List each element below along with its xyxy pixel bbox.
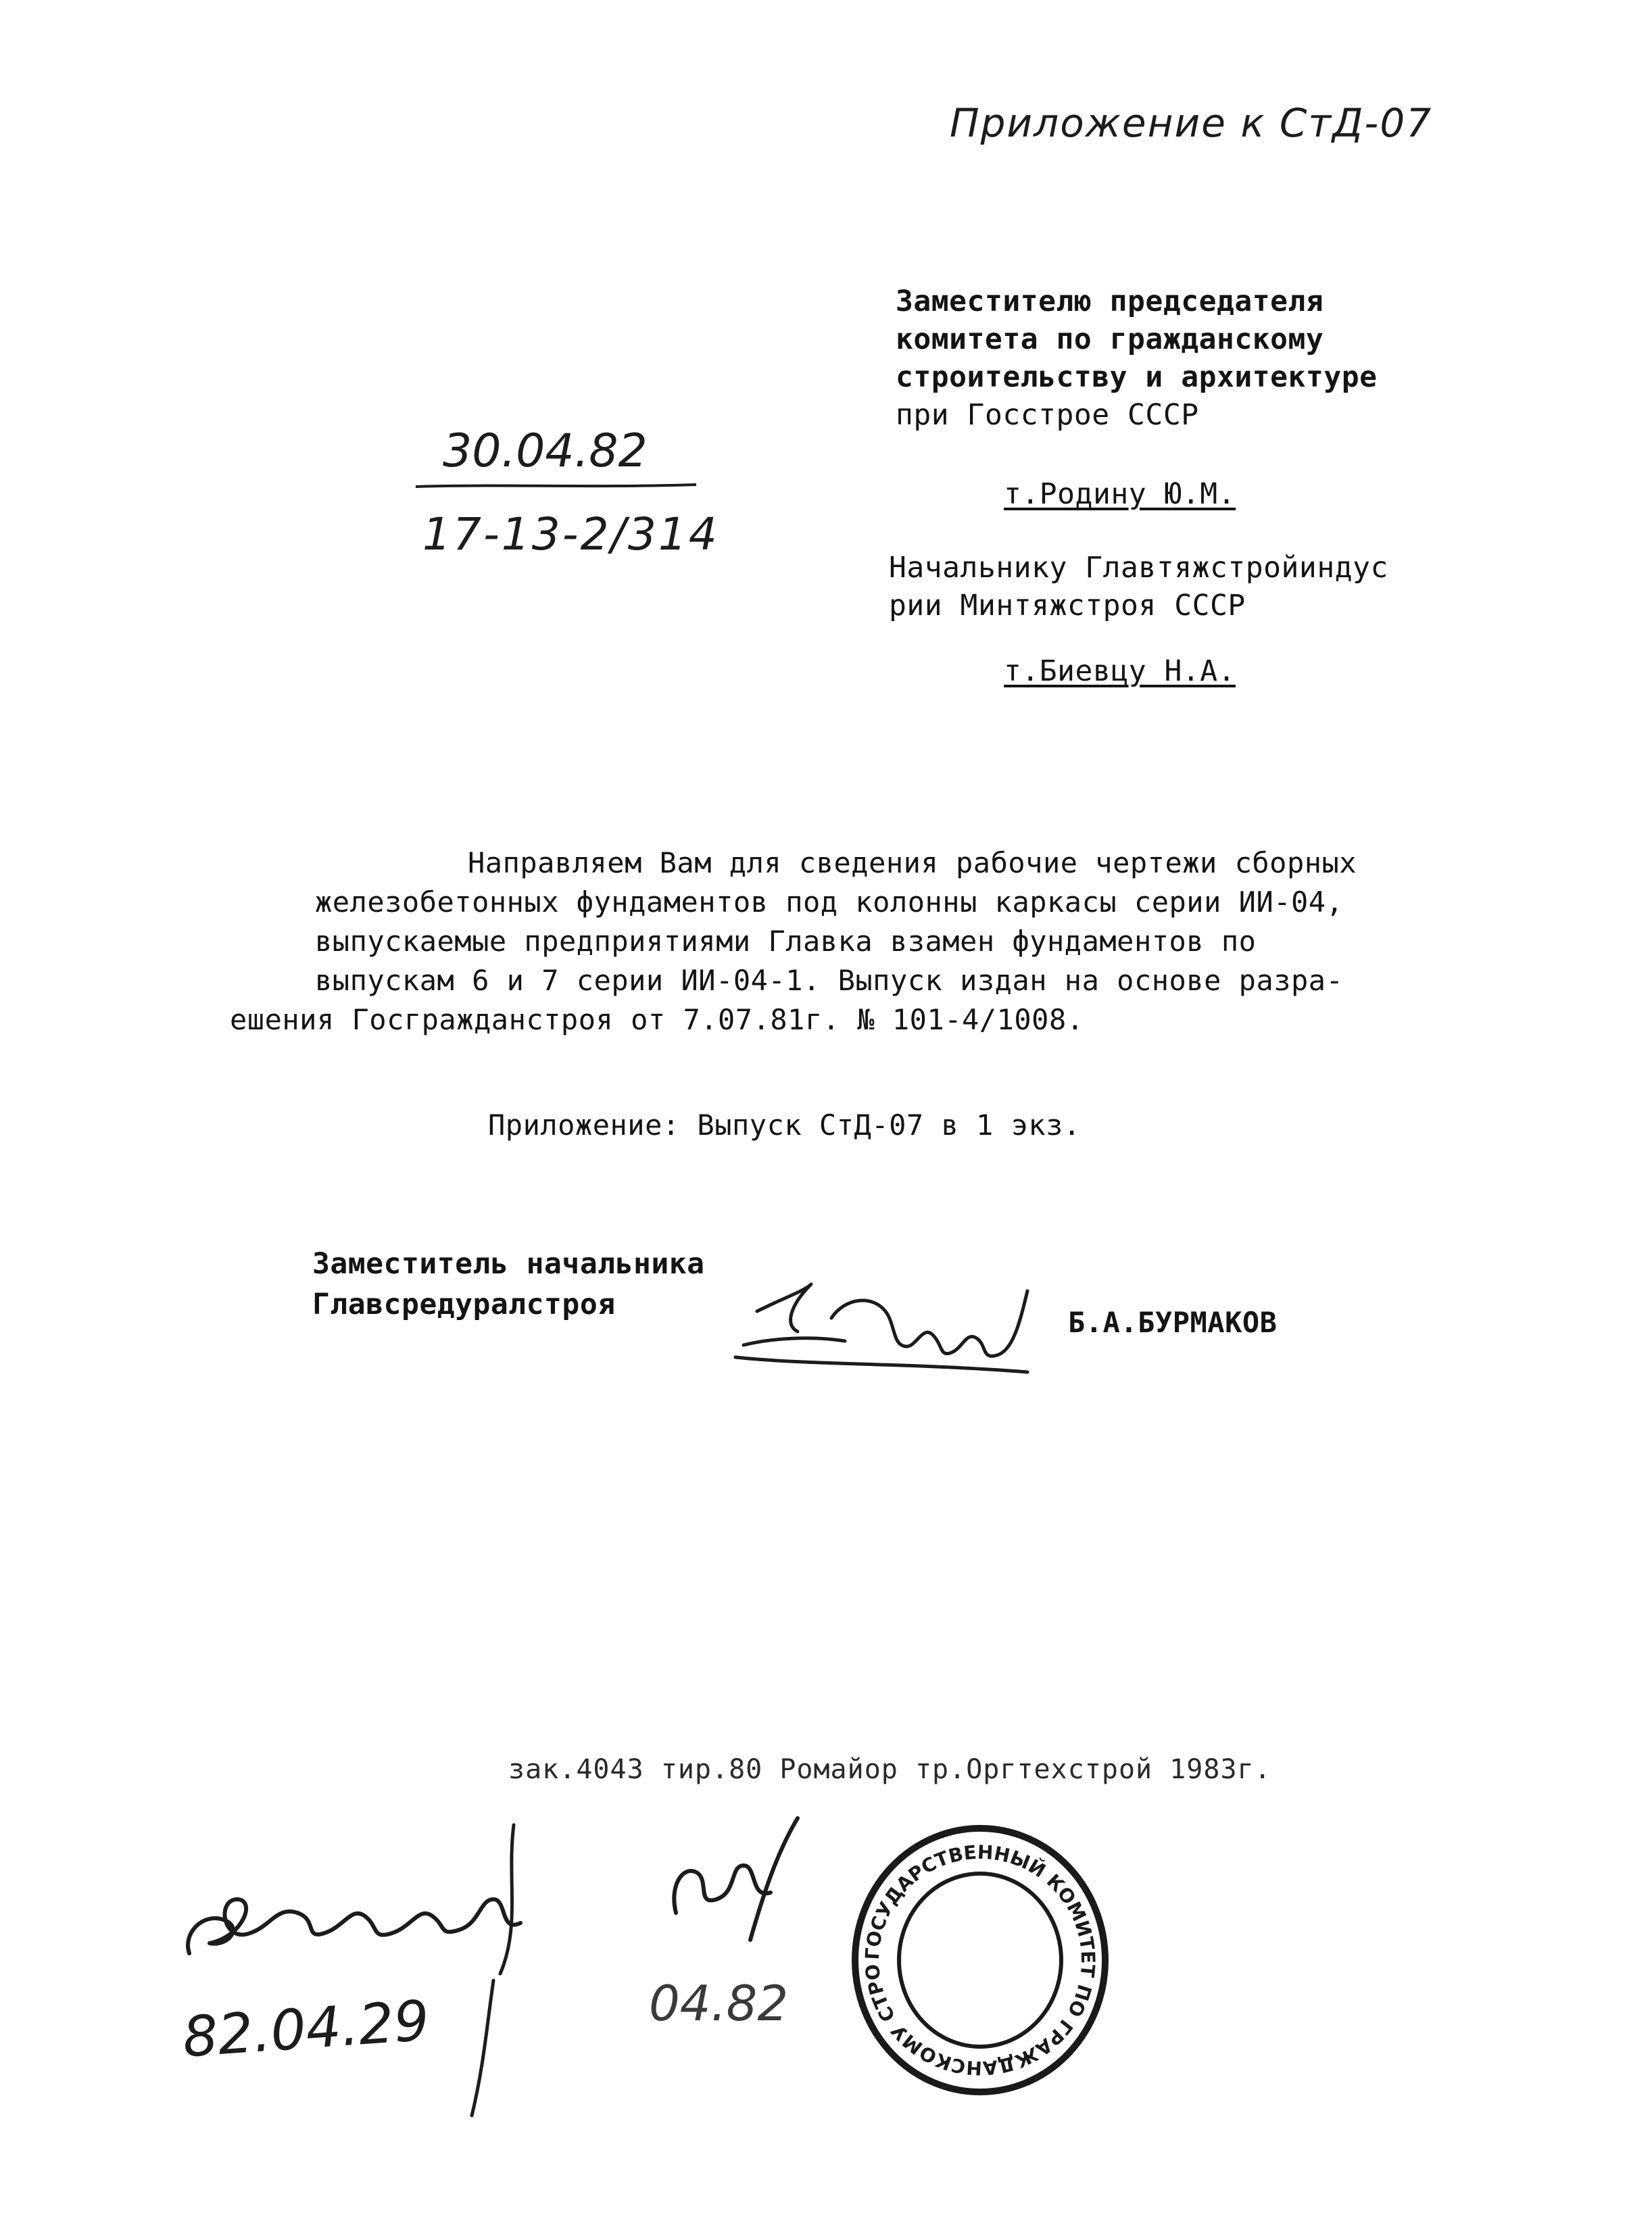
round-stamp [837, 1801, 1115, 2102]
addressee-2 [889, 549, 1388, 625]
addressee-2-line: рии Минтяжстроя СССР [889, 589, 1246, 623]
addressee-1-line: строительству и архитектуре [896, 360, 1378, 394]
signature-title [312, 1244, 705, 1325]
addressee-1-line: при Госстрое СССР [896, 398, 1199, 432]
addressee-2-name: т.Биевцу Н.А. [1004, 654, 1236, 688]
vertical-stroke [466, 1974, 507, 2122]
signature-title-line: Главсредуралстроя [312, 1288, 616, 1321]
handwritten-signature [730, 1271, 1041, 1392]
signer-name: Б.А.БУРМАКОВ [1068, 1306, 1278, 1339]
addressee-1-name: т.Родину Ю.М. [1004, 477, 1236, 511]
signature-title-line: Заместитель начальника [312, 1247, 705, 1281]
registration-number: 17-13-2/314 [422, 508, 719, 560]
addressee-1-line: комитета по гражданскому [896, 322, 1324, 356]
addressee-2-line: Начальнику Главтяжстройиндус [889, 551, 1388, 585]
body-line: выпускаемые предприятиями Главка взамен фундаментов по [315, 925, 1257, 958]
body-line: Направляем Вам для сведения рабочие чертежи сборных [468, 846, 1357, 879]
body-text [230, 844, 1357, 1040]
attachment-line: Приложение: Выпуск СтД-07 в 1 экз. [488, 1108, 1081, 1142]
left-date: 82.04.29 [180, 1989, 432, 2070]
registration-date: 30.04.82 [443, 424, 648, 478]
middle-initials [649, 1811, 825, 1974]
middle-date: 04.82 [649, 1975, 789, 2032]
body-line: ешения Госгражданстроя от 7.07.81г. № 101-4/1008. [230, 1003, 1084, 1036]
body-line: железобетонных фундаментов под колонны каркасы серии ИИ-04, [315, 885, 1344, 919]
addressee-1-line: Заместителю председателя [896, 285, 1324, 318]
registration-divider [416, 481, 700, 491]
stamp-ring-text: ГОСУДАРСТВЕННЫЙ КОМИТЕТ ПО ГРАЖДАНСКОМУ СТРОИТЕЛЬСТВУ И АРХИТЕКТУРЕ [837, 1801, 1100, 2080]
addressee-1 [896, 283, 1377, 434]
body-line: выпускам 6 и 7 серии ИИ-04-1. Выпуск издан на основе разра- [315, 964, 1344, 997]
print-info: зак.4043 тир.80 Ромайор тр.Оргтехстрой 1983г. [508, 1754, 1271, 1785]
appendix-title: Приложение к СтД-07 [950, 100, 1433, 146]
